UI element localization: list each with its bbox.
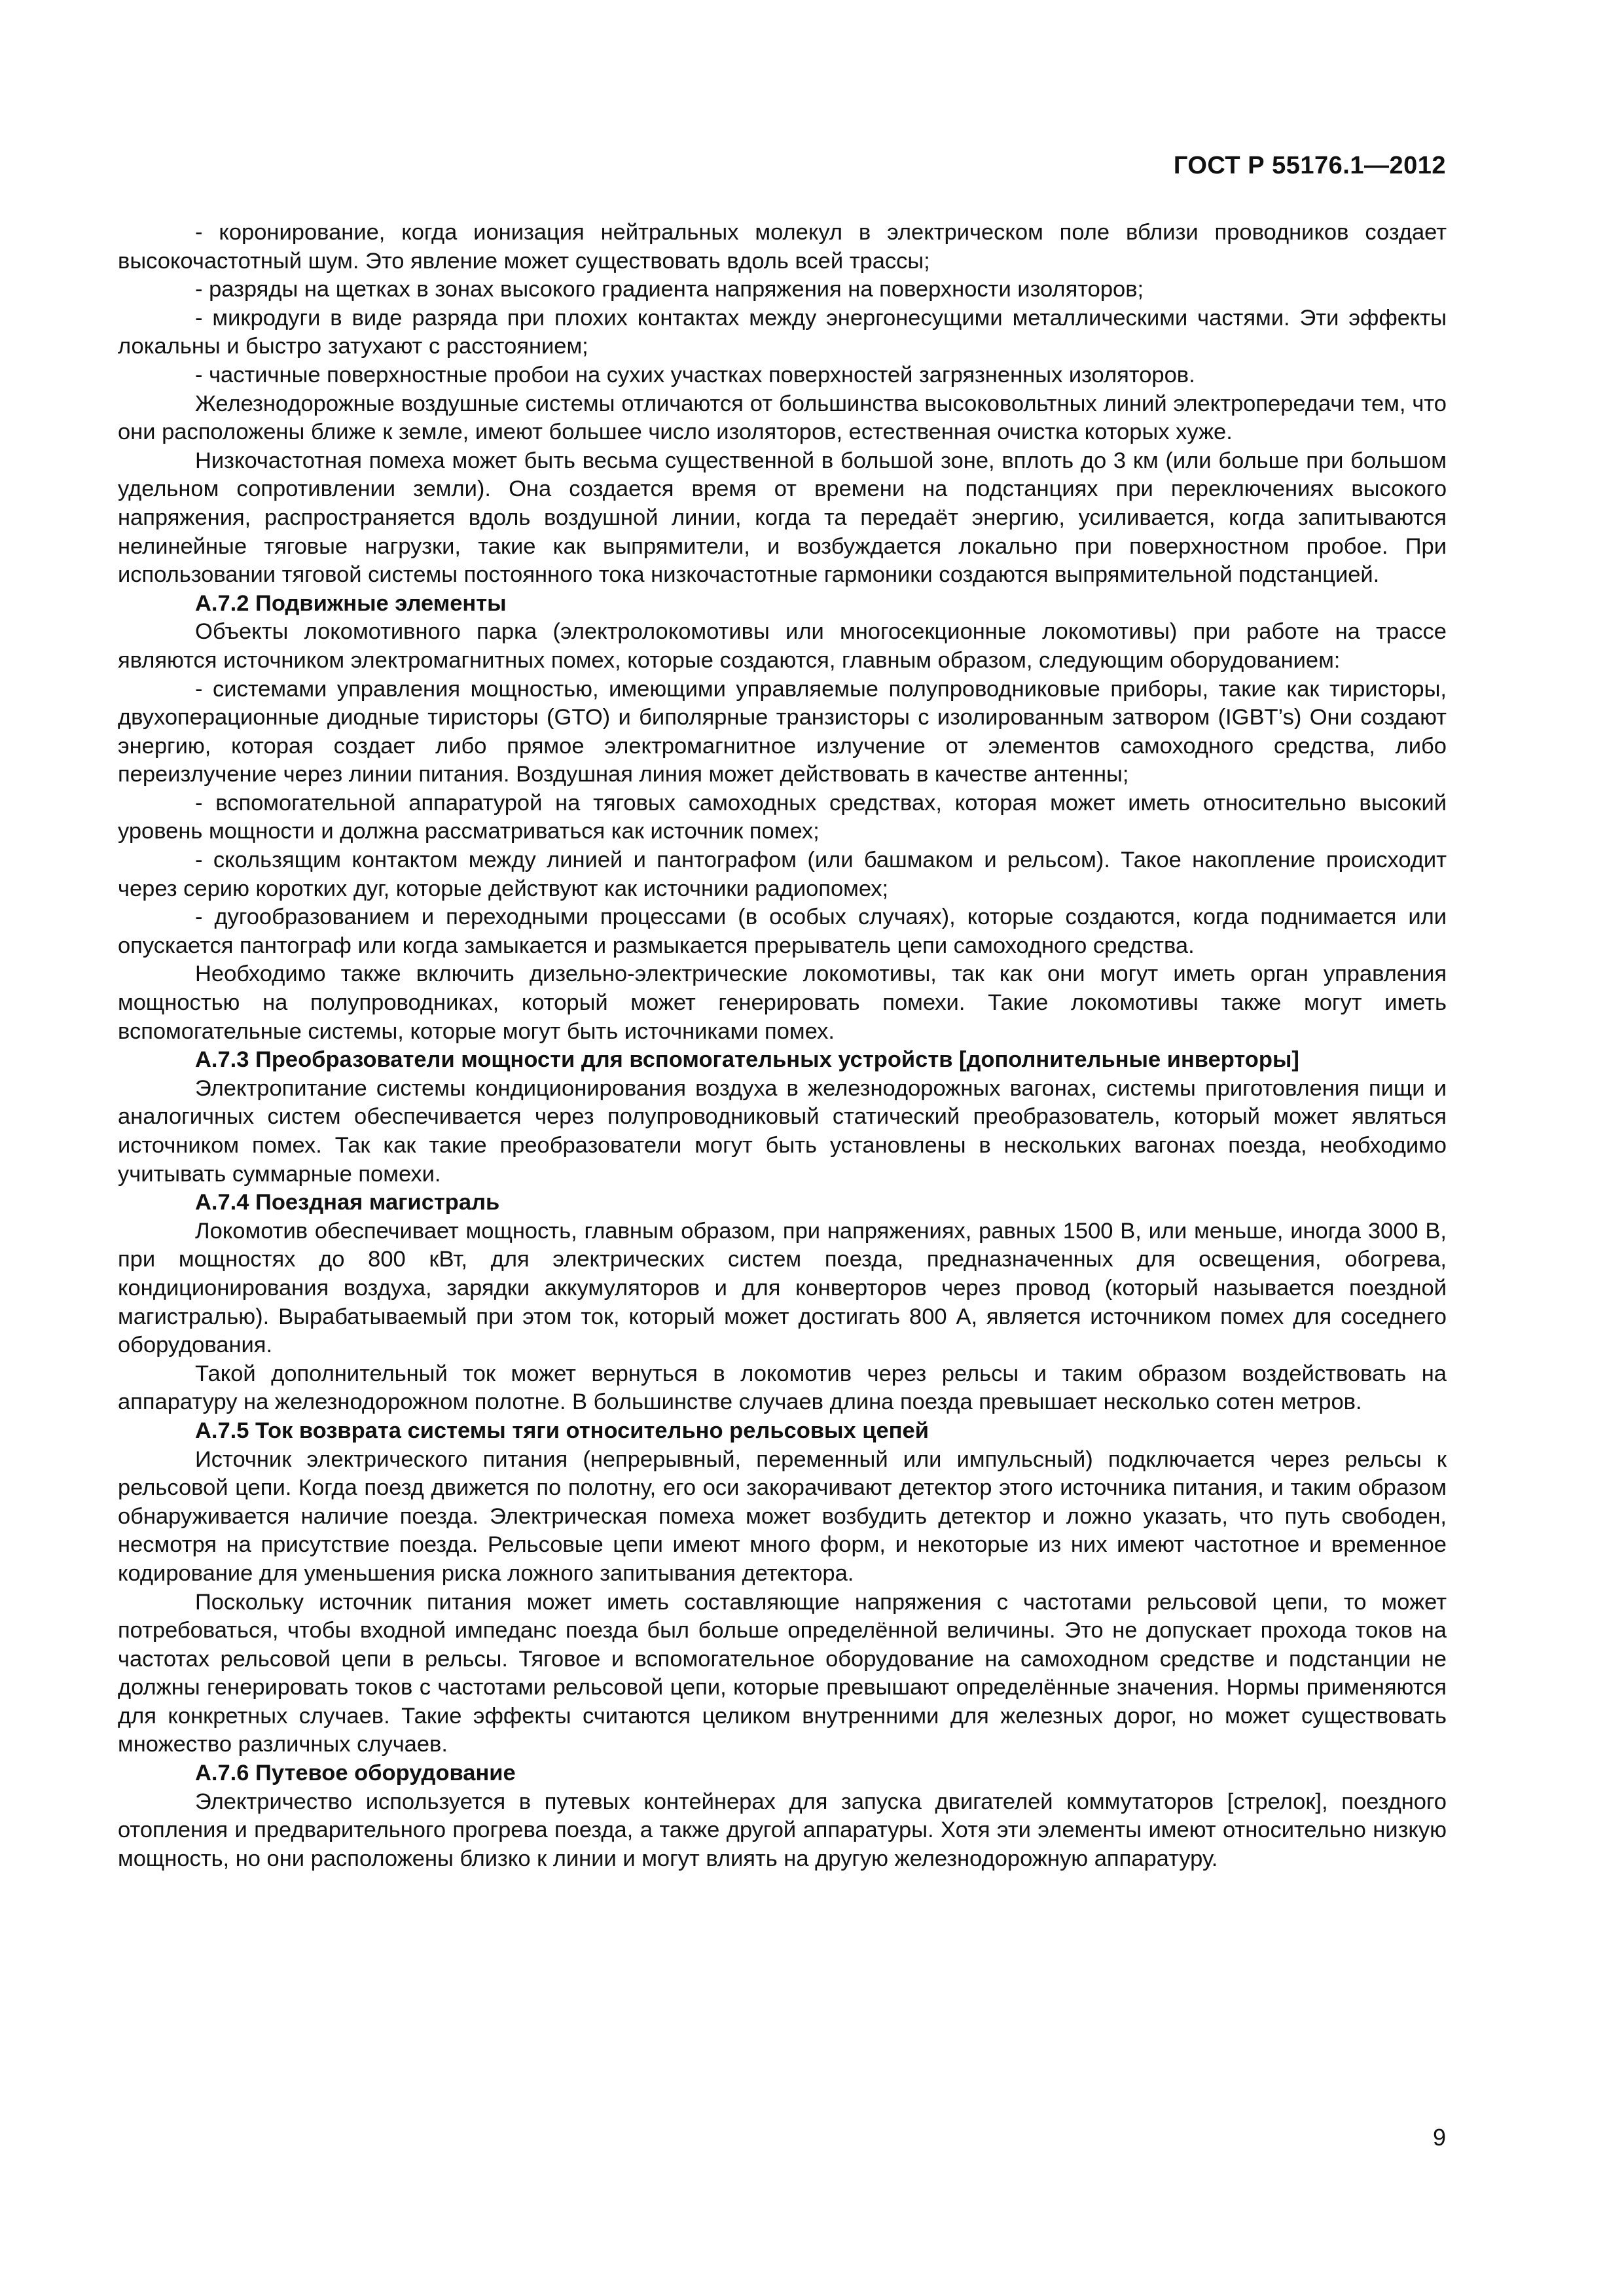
paragraph-railway-overhead: Железнодорожные воздушные системы отличаются от большинства высоковольтных линий электропередачи тем, что они расположены ближе к земле, имеют большее число изоляторов, естественная очистка которых хуже. bbox=[118, 391, 1447, 445]
paragraph-converters: Электропитание системы кондиционирования воздуха в железнодорожных вагонах, системы приготовления пищи и аналогичных систем обеспечивается через полупроводниковый статический преобразователь, который может являться источником помех. Так как такие преобразователи могут быть установлены в нескольких вагонах поезда, необходимо учитывать суммарные помехи. bbox=[118, 1075, 1447, 1187]
list-item-power-control: - системами управления мощностью, имеющими управляемые полупроводниковые приборы, такие как тиристоры, двухоперационные диодные тиристоры (GTO) и биполярные транзисторы с изолированным затвором (IGBT’s) Они создают энергию, которая создает либо прямое электромагнитное излучение от элементов самоходного средства, либо переизлучение через линии питания. Воздушная линия может действовать в качестве антенны; bbox=[118, 676, 1447, 787]
document-code-header: ГОСТ Р 55176.1—2012 bbox=[1173, 152, 1446, 179]
section-heading-a73: А.7.3 Преобразователи мощности для вспомогательных устройств [дополнительные инверторы] bbox=[195, 1047, 1299, 1073]
list-item-microarcs: - микродуги в виде разряда при плохих контактах между энергонесущими металлическими частями. Эти эффекты локальны и быстро затухают с расстоянием; bbox=[118, 305, 1447, 359]
list-item-corona: - коронирование, когда ионизация нейтральных молекул в электрическом поле вблизи проводников создает высокочастотный шум. Это явление может существовать вдоль всей трассы; bbox=[118, 220, 1447, 274]
section-heading-a75: А.7.5 Ток возврата системы тяги относительно рельсовых цепей bbox=[195, 1418, 929, 1443]
section-heading-a72: А.7.2 Подвижные элементы bbox=[195, 590, 507, 616]
document-body bbox=[118, 219, 1447, 1873]
page-number: 9 bbox=[1432, 2124, 1446, 2151]
list-item-sliding-contact: - скользящим контактом между линией и пантографом (или башмаком и рельсом). Такое накопление происходит через серию коротких дуг, которые действуют как источники радиопомех; bbox=[118, 848, 1447, 901]
list-item-auxiliary-equipment: - вспомогательной аппаратурой на тяговых самоходных средствах, которая может иметь относительно высокий уровень мощности и должна рассматриваться как источник помех; bbox=[118, 790, 1447, 844]
paragraph-train-line: Локомотив обеспечивает мощность, главным образом, при напряжениях, равных 1500 В, или меньше, иногда 3000 В, при мощностях до 800 кВт, для электрических систем поезда, предназначенных для освещения, обогрева, кондиционирования воздуха, зарядки аккумуляторов и для конверторов через провод (который называется поездной магистралью). Вырабатываемый при этом ток, который может достигать 800 А, является источником помех для соседнего оборудования. bbox=[118, 1218, 1447, 1358]
list-item-arcing: - дугообразованием и переходными процессами (в особых случаях), которые создаются, когда поднимается или опускается пантограф или когда замыкается и размыкается прерыватель цепи самоходного средства. bbox=[118, 905, 1447, 958]
paragraph-trackside-equipment: Электричество используется в путевых контейнерах для запуска двигателей коммутаторов [стрелок], поездного отопления и предварительного прогрева поезда, а также другой аппаратуры. Хотя эти элементы имеют относительно низкую мощность, но они расположены близко к линии и могут влиять на другую железнодорожную аппаратуру. bbox=[118, 1789, 1447, 1871]
section-heading-a74: А.7.4 Поездная магистраль bbox=[195, 1190, 500, 1215]
list-item-brush-discharge: - разряды на щетках в зонах высокого градиента напряжения на поверхности изоляторов; bbox=[195, 277, 1144, 302]
section-heading-a76: А.7.6 Путевое оборудование bbox=[195, 1761, 516, 1786]
paragraph-diesel-electric: Необходимо также включить дизельно-электрические локомотивы, так как они могут иметь орган управления мощностью на полупроводниках, который может генерировать помехи. Такие локомотивы также могут иметь вспомогательные системы, которые могут быть источниками помех. bbox=[118, 961, 1447, 1044]
paragraph-low-frequency: Низкочастотная помеха может быть весьма существенной в большой зоне, вплоть до 3 км (или больше при большом удельном сопротивлении земли). Она создается время от времени на подстанциях при переключениях высокого напряжения, распространяется вдоль воздушной линии, когда та передаёт энергию, усиливается, когда запитываются нелинейные тяговые нагрузки, такие как выпрямители, и возбуждается локально при поверхностном пробое. При использовании тяговой системы постоянного тока низкочастотные гармоники создаются выпрямительной подстанцией. bbox=[118, 448, 1447, 588]
paragraph-track-circuits: Источник электрического питания (непрерывный, переменный или импульсный) подключается через рельсы к рельсовой цепи. Когда поезд движется по полотну, его оси закорачивают детектор этого источника питания, и таким образом обнаруживается наличие поезда. Электрическая помеха может возбудить детектор и ложно указать, что путь свободен, несмотря на присутствие поезда. Рельсовые цепи имеют много форм, и некоторые из них имеют частотное и временное кодирование для уменьшения риска ложного запитывания детектора. bbox=[118, 1446, 1447, 1586]
paragraph-rolling-stock: Объекты локомотивного парка (электролокомотивы или многосекционные локомотивы) при работе на трассе являются источником электромагнитных помех, которые создаются, главным образом, следующим оборудованием: bbox=[118, 619, 1447, 673]
list-item-partial-breakdown: - частичные поверхностные пробои на сухих участках поверхностей загрязненных изоляторов. bbox=[195, 362, 1195, 387]
paragraph-input-impedance: Поскольку источник питания может иметь составляющие напряжения с частотами рельсовой цепи, то может потребоваться, чтобы входной импеданс поезда был больше определённой величины. Это не допускает прохода токов на частотах рельсовой цепи в рельсы. Тяговое и вспомогательное оборудование на самоходном средстве и подстанции не должны генерировать токов с частотами рельсовой цепи, которые превышают определённые значения. Нормы применяются для конкретных случаев. Такие эффекты считаются целиком внутренними для железных дорог, но может существовать множество различных случаев. bbox=[118, 1589, 1447, 1757]
paragraph-return-current: Такой дополнительный ток может вернуться в локомотив через рельсы и таким образом воздействовать на аппаратуру на железнодорожном полотне. В большинстве случаев длина поезда превышает несколько сотен метров. bbox=[118, 1361, 1447, 1415]
